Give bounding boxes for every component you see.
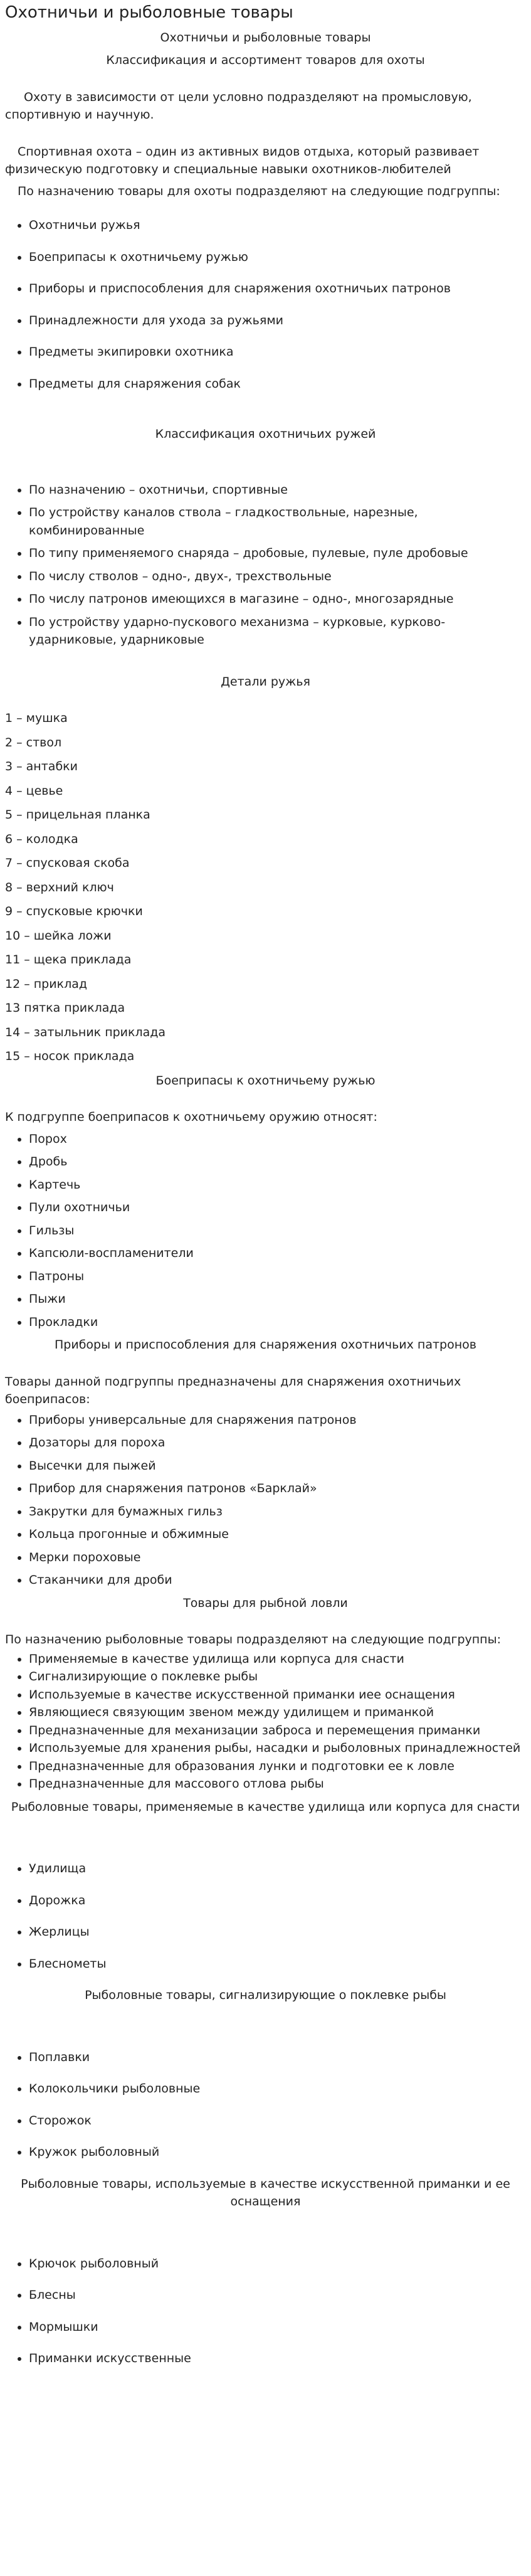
list-item: 4 – цевье	[5, 783, 63, 798]
list-item: 3 – антабки	[5, 760, 78, 774]
list-item: • Приборы и приспособления для снаряжения охотничьих патронов	[29, 280, 526, 298]
list-item: • Приборы универсальные для снаряжения патронов	[29, 1411, 526, 1429]
paragraph-hunting-types: Охоту в зависимости от цели условно подразделяют на промысловую, спортивную и научную.	[5, 90, 472, 122]
list-loading-devices	[5, 1411, 526, 1589]
list-item: • Патроны	[29, 1268, 526, 1286]
list-item: 10 – шейка ложи	[5, 928, 112, 943]
list-hunting-subgroups	[5, 216, 526, 393]
list-item: • Применяемые в качестве удилища или корпуса для снасти	[29, 1650, 526, 1668]
list-item: • Пули охотничьи	[29, 1199, 526, 1217]
list-item: • Высечки для пыжей	[29, 1457, 526, 1475]
list-item: • Боеприпасы к охотничьему ружью	[29, 248, 526, 267]
list-item: • Удилища	[29, 1860, 526, 1878]
list-rods	[5, 1860, 526, 1973]
list-item: • Являющиеся связующим звеном между удилищем и приманкой	[29, 1704, 526, 1722]
list-item: • Предназначенные для механизации заброса и перемещения приманки	[29, 1722, 526, 1740]
heading-fishing-goods: Товары для рыбной ловли	[183, 1596, 348, 1610]
list-item: • Блеснометы	[29, 1955, 526, 1973]
list-gun-parts	[5, 709, 526, 1066]
list-ammunition	[5, 1130, 526, 1332]
list-item: • Используемые в качестве искусственной приманки иее оснащения	[29, 1686, 526, 1704]
list-item: 13 пятка приклада	[5, 1001, 125, 1015]
list-item: • По числу патронов имеющихся в магазине – одно-, многозарядные	[29, 590, 526, 608]
heading-ammunition: Боеприпасы к охотничьему ружью	[155, 1073, 376, 1088]
paragraph-hunting-subgroups: По назначению товары для охоты подразделяют на следующие подгруппы:	[18, 184, 500, 198]
paragraph-ammunition-intro: К подгруппе боеприпасов к охотничьему оружию относят:	[5, 1110, 377, 1125]
list-item: • Картечь	[29, 1176, 526, 1194]
paragraph-loading-intro: Товары данной подгруппы предназначены для снаряжения охотничьих боеприпасов:	[5, 1374, 461, 1407]
heading-gun-parts: Детали ружья	[221, 674, 310, 689]
paragraph-fishing-intro: По назначению рыболовные товары подразделяют на следующие подгруппы:	[5, 1633, 502, 1647]
list-item: • Блесны	[29, 2286, 526, 2304]
list-item: • Гильзы	[29, 1222, 526, 1240]
list-item: • Используемые для хранения рыбы, насадки и рыболовных принадлежностей	[29, 1739, 526, 1757]
list-item: • Прокладки	[29, 1313, 526, 1332]
list-item: 11 – щека приклада	[5, 953, 132, 967]
list-item: • Порох	[29, 1130, 526, 1148]
list-item: • Дробь	[29, 1153, 526, 1171]
heading-hunting-classification: Классификация и ассортимент товаров для охоты	[106, 53, 425, 68]
list-item: • Дорожка	[29, 1892, 526, 1910]
list-item: • По устройству ударно-пускового механизма – курковые, курково-ударниковые, ударниковые	[29, 613, 526, 649]
list-item: • Принадлежности для ухода за ружьями	[29, 312, 526, 330]
list-item: • Прибор для снаряжения патронов «Барклай»	[29, 1480, 526, 1498]
list-gun-classification	[5, 481, 526, 649]
list-item: 5 – прицельная планка	[5, 808, 150, 822]
heading-rods: Рыболовные товары, применяемые в качестве удилища или корпуса для снасти	[11, 1799, 520, 1814]
list-item: • Поплавки	[29, 2049, 526, 2067]
list-item: • Мормышки	[29, 2318, 526, 2336]
list-item: • Мерки пороховые	[29, 1549, 526, 1567]
list-item: • По устройству каналов ствола – гладкоствольные, нарезные, комбинированные	[29, 504, 526, 539]
list-fishing-subgroups	[5, 1650, 526, 1793]
list-item: • Крючок рыболовный	[29, 2255, 526, 2273]
page-title: Охотничьи и рыболовные товары	[5, 3, 293, 22]
heading-goods-title: Охотничьи и рыболовные товары	[160, 30, 371, 45]
heading-gun-classification: Классификация охотничьих ружей	[155, 427, 376, 442]
list-item: • Стаканчики для дроби	[29, 1571, 526, 1589]
list-item: • Охотничьи ружья	[29, 216, 526, 235]
list-item: • Закрутки для бумажных гильз	[29, 1503, 526, 1521]
list-item: • Сторожок	[29, 2112, 526, 2130]
list-item: 15 – носок приклада	[5, 1049, 135, 1064]
list-item: • Предназначенные для массового отлова рыбы	[29, 1775, 526, 1793]
list-item: • По назначению – охотничьи, спортивные	[29, 481, 526, 499]
list-item: • По типу применяемого снаряда – дробовые, пулевые, пуле дробовые	[29, 544, 526, 563]
list-bite-indicators	[5, 2049, 526, 2161]
list-item: • Кружок рыболовный	[29, 2143, 526, 2161]
list-item: • Дозаторы для пороха	[29, 1434, 526, 1452]
list-item: • Жерлицы	[29, 1923, 526, 1941]
list-item: • Кольца прогонные и обжимные	[29, 1525, 526, 1544]
list-item: 14 – затыльник приклада	[5, 1025, 166, 1039]
list-item: 6 – колодка	[5, 832, 78, 846]
list-item: • Пыжи	[29, 1290, 526, 1308]
list-item: 7 – спусковая скоба	[5, 856, 130, 871]
list-item: • Предметы для снаряжения собак	[29, 375, 526, 393]
list-item: 1 – мушка	[5, 711, 68, 726]
list-artificial-bait	[5, 2255, 526, 2368]
list-item: • Капсюли-воспламенители	[29, 1244, 526, 1263]
document	[0, 3, 531, 2419]
list-item: 2 – ствол	[5, 735, 62, 750]
list-item: 8 – верхний ключ	[5, 880, 114, 894]
heading-artificial-bait: Рыболовные товары, используемые в качестве искусственной приманки и ее оснащения	[21, 2176, 510, 2209]
heading-bite-indicators: Рыболовные товары, сигнализирующие о поклевке рыбы	[85, 1988, 446, 2003]
list-item: 12 – приклад	[5, 977, 87, 991]
heading-loading-devices: Приборы и приспособления для снаряжения охотничьих патронов	[55, 1338, 476, 1352]
list-item: • Приманки искусственные	[29, 2350, 526, 2368]
list-item: • По числу стволов – одно-, двух-, трехствольные	[29, 568, 526, 586]
list-item: • Предназначенные для образования лунки и подготовки ее к ловле	[29, 1757, 526, 1776]
list-item: 9 – спусковые крючки	[5, 904, 143, 919]
list-item: • Колокольчики рыболовные	[29, 2080, 526, 2098]
list-item: • Сигнализирующие о поклевке рыбы	[29, 1668, 526, 1686]
list-item: • Предметы экипировки охотника	[29, 343, 526, 361]
paragraph-sport-hunting: Спортивная охота – один из активных видов отдыха, который развивает физическую подготовку и специальные навыки охотников-любителей	[5, 144, 480, 177]
